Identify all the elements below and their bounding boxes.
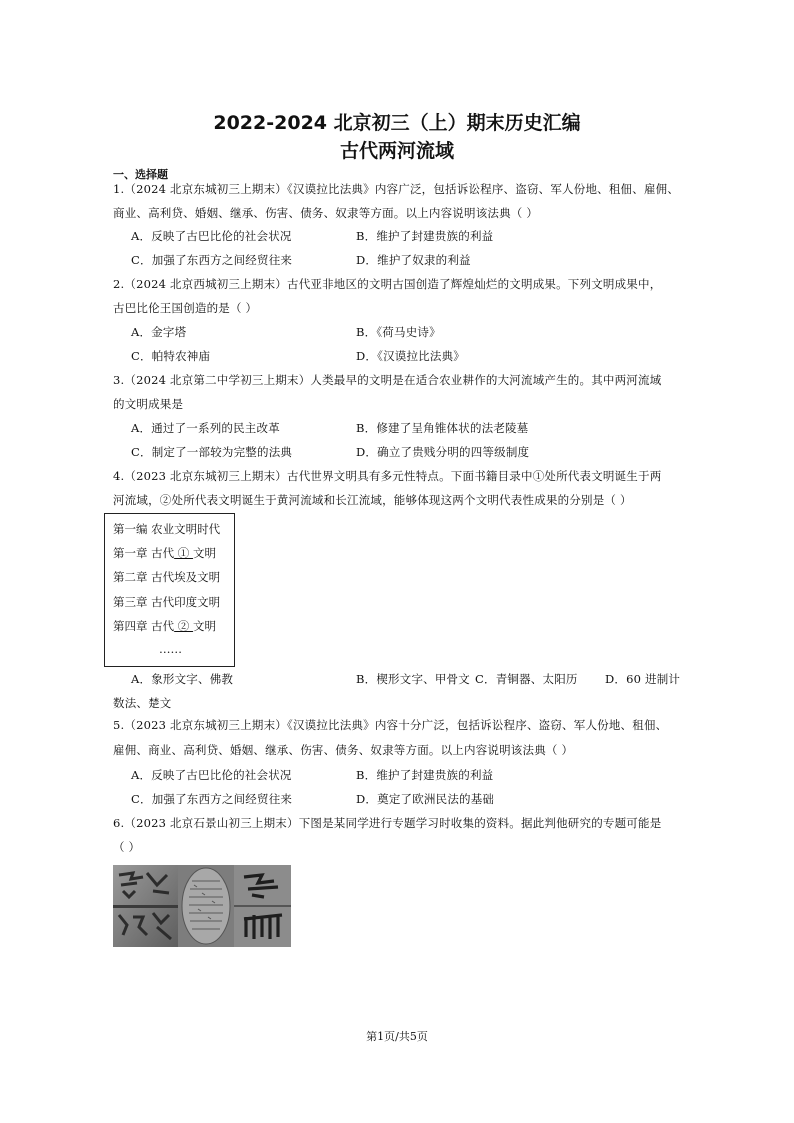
q6-line-2: （ ） — [113, 840, 141, 854]
toc-row-4: 第三章 古代印度文明 — [113, 595, 221, 609]
toc-row-5-prefix: 第四章 古代 — [113, 619, 175, 633]
section-heading: 一、选择题 — [113, 168, 168, 181]
q5-option-a: A．反映了古巴比伦的社会状况 — [131, 768, 292, 782]
q5-option-c: C．加强了东西方之间经贸往来 — [131, 792, 293, 806]
toc-row-2-prefix: 第一章 古代 — [113, 546, 175, 560]
q5-line-1: 5.（2023 北京东城初三上期末）《汉谟拉比法典》内容十分广泛，包括诉讼程序、盗窃、军人份地、租佃、 — [113, 718, 668, 732]
q2-option-b: B．《荷马史诗》 — [356, 325, 441, 339]
toc-row-3: 第二章 古代埃及文明 — [113, 570, 221, 584]
toc-row-2-suffix: 文明 — [192, 546, 216, 560]
book-contents-box — [104, 513, 235, 667]
q4-option-a: A．象形文字、佛教 — [131, 672, 234, 686]
toc-row-5 — [113, 618, 216, 634]
q3-line-1: 3.（2024 北京第二中学初三上期末）人类最早的文明是在适合农业耕作的大河流域产生的。其中两河流域 — [113, 373, 662, 387]
q4-line-1: 4.（2023 北京东城初三上期末）古代世界文明具有多元性特点。下面书籍目录中①处所代表文明诞生于两 — [113, 469, 662, 483]
q4-option-b: B．楔形文字、甲骨文 — [356, 672, 470, 686]
q4-option-c: C．青铜器、太阳历 — [475, 672, 578, 686]
q2-option-c: C．帕特农神庙 — [131, 349, 211, 363]
page-footer: 第1页/共5页 — [366, 1030, 428, 1043]
q1-line-2: 商业、高利贷、婚姻、继承、伤害、债务、奴隶等方面。以上内容说明该法典（ ） — [113, 206, 539, 220]
q4-option-d: D．60 进制计 — [605, 672, 681, 686]
q3-line-2: 的文明成果是 — [113, 397, 184, 411]
q6-line-1: 6.（2023 北京石景山初三上期末）下图是某同学进行专题学习时收集的资料。据此判他研究的专题可能是 — [113, 816, 662, 830]
q4-line-2: 河流域，②处所代表文明诞生于黄河流域和长江流域，能够体现这两个文明代表性成果的分别是（ ） — [113, 493, 632, 507]
q3-option-d: D．确立了贵贱分明的四等级制度 — [356, 445, 530, 459]
cuneiform-images — [113, 865, 291, 947]
q5-option-b: B．维护了封建贵族的利益 — [356, 768, 494, 782]
q1-option-d: D．维护了奴隶的利益 — [356, 253, 471, 267]
q1-option-a: A．反映了古巴比伦的社会状况 — [131, 229, 292, 243]
q3-option-b: B．修建了呈角锥体状的法老陵墓 — [356, 421, 529, 435]
cuneiform-signs-right — [234, 865, 291, 947]
toc-row-1: 第一编 农业文明时代 — [113, 522, 221, 536]
q4-option-d-continued: 数法、楚文 — [113, 696, 172, 710]
toc-row-6: …… — [159, 642, 182, 656]
cuneiform-tablet-left — [113, 865, 178, 947]
q2-line-1: 2.（2024 北京西城初三上期末）古代亚非地区的文明古国创造了辉煌灿烂的文明成果。下列文明成果中， — [113, 277, 662, 291]
q1-option-b: B．维护了封建贵族的利益 — [356, 229, 494, 243]
q2-line-2: 古巴比伦王国创造的是（ ） — [113, 301, 258, 315]
q1-line-1: 1.（2024 北京东城初三上期末）《汉谟拉比法典》内容广泛，包括诉讼程序、盗窃、军人份地、租佃、雇佣、 — [113, 182, 680, 196]
q3-option-a: A．通过了一系列的民主改革 — [131, 421, 280, 435]
q1-option-c: C．加强了东西方之间经贸往来 — [131, 253, 293, 267]
q5-line-2: 雇佣、商业、高利贷、婚姻、继承、伤害、债务、奴隶等方面。以上内容说明该法典（ ） — [113, 743, 574, 757]
clay-tablet-middle — [178, 865, 234, 947]
q2-option-a: A．金字塔 — [131, 325, 187, 339]
title-line-2: 古代两河流域 — [339, 140, 454, 162]
toc-row-2 — [113, 545, 216, 561]
q5-option-d: D．奠定了欧洲民法的基础 — [356, 792, 495, 806]
toc-row-5-suffix: 文明 — [192, 619, 216, 633]
toc-blank-2: ② — [174, 619, 193, 633]
title-line-1: 2022-2024 北京初三（上）期末历史汇编 — [213, 112, 581, 134]
q2-option-d: D．《汉谟拉比法典》 — [356, 349, 465, 363]
q3-option-c: C．制定了一部较为完整的法典 — [131, 445, 293, 459]
toc-blank-1: ① — [174, 546, 193, 560]
